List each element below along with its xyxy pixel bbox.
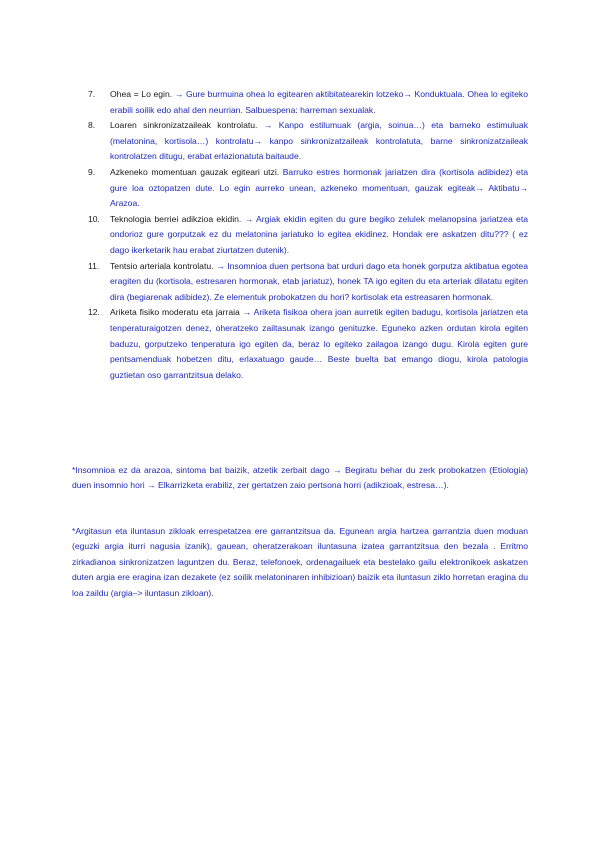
item-text: Barruko estres hormonak jariatzen dira (kortisola adibidez) eta gure loa oztopatzen dute. Lo egin aurreko unean, azkeneko momentuan, gauzak egiteak→ Aktibatu→ Arazoa.: [110, 166, 528, 209]
item-number: 10.: [88, 213, 100, 224]
item-heading: Teknologia berriei adikzioa ekidin.: [110, 213, 245, 224]
item-heading: Loaren sinkronizatzaileak kontrolatu.: [110, 120, 264, 131]
item-heading: Ariketa fisiko moderatu eta jarraia: [110, 307, 243, 318]
item-text: → Ariketa fisikoa ohera joan aurretik egiten badugu, kortisola jariatzen eta tenperaturaigotzen denez, oheratzeko zailtasunak izango genituzke. Eguneko azken ordutan kirola egiten baduzu, gorputzeko tenperatura igo egiten da, beraz lo egiteko zailagoa izango dugu. Kirola egiten gure pentsamenduak hobetzen ditu, erlaxatuago gaude… Beste buelta bat emango diogu, kirola patologia guztietan oso garrantzitsua delako.: [110, 307, 528, 380]
item-heading: Tentsio arteriala kontrolatu.: [110, 260, 217, 271]
list-item: [88, 87, 528, 118]
item-number: 8.: [88, 120, 96, 131]
item-heading: Azkeneko momentuan gauzak egiteari utzi.: [110, 166, 283, 177]
item-number: 7.: [88, 89, 96, 99]
list-item: [88, 305, 528, 383]
list-item: [88, 165, 528, 212]
item-number: 11.: [88, 260, 100, 271]
item-text: → Gure burmuina ohea lo egitearen aktibitatearekin lotzeko→ Konduktuala. Ohea lo egiteko erabili soilik edo ahal den neurrian. Salbuespena: harreman sexualak.: [110, 89, 528, 115]
insomnia-note: *Insomnioa ez da arazoa, sintoma bat baizik, atzetik zerbait dago → Begiratu behar du zerk probokatzen (Etiologia) duen insomnio hori → Elkarrizketa erabiliz, zer gertatzen zaio pertsona horri (adikzioak, estresa…).: [72, 464, 528, 491]
item-text: → Kanpo estilumuak (argia, soinua…) eta barneko estimuluak (melatonina, kortisola…) kontrolatu→ kanpo sinkronizatzaileak kontrolatuta, barne sinkronizatzaileak kontrolatzen ditugu, erabat erlazionatuta baitaude.: [110, 120, 528, 162]
item-text: → Argiak ekidin egiten du gure begiko zelulek melanopsina jariatzea eta ondorioz gure gorputzak ez du melatonina jariatuko lo egitea ekidinez. Hondak ere askatzen ditu??? ( ez dago ikerketarik hau erabat ziurtatzen dutenik).: [110, 213, 529, 255]
recommendations-list: [88, 87, 528, 383]
item-number: 9.: [88, 166, 96, 177]
list-item: [88, 259, 528, 306]
item-number: 12.: [88, 307, 100, 318]
light-cycle-note: *Argitasun eta iluntasun zikloak errespetatzea ere garrantzitsua da. Egunean argia hartzea garrantzia duen moduan (eguzki argia iturri nagusia izanik), gauean, oheratzerakoan iluntasuna izatea garrantzitsua den bezala . Erritmo zirkadianoa sinkronizatzen laguntzen du. Beraz, telefonoek, ordenagailuek eta bestelako gailu elektronikoek askatzen duten argia ere eragina izan dezakete (ez soilik melatoninaren inhibizioan) baizik eta iluntasun ziklo horretan eragina du loa zaildu (argia–> iluntasun zikloan).: [72, 525, 528, 598]
list-item: [88, 212, 528, 259]
item-heading: Ohea = Lo egin.: [110, 89, 175, 99]
item-text: → Insomnioa duen pertsona bat urduri dago eta honek gorputza aktibatua egotea eragiten du (kortisola, estresaren hormonak, etab jariatuz), honek TA igo egiten du eta arteriak dilatatu egiten dira (begiarenak adibidez). Ze elementuk probokatzen du hori? kortisolak eta estreasaren hormonak.: [110, 260, 528, 302]
list-item: [88, 118, 528, 165]
